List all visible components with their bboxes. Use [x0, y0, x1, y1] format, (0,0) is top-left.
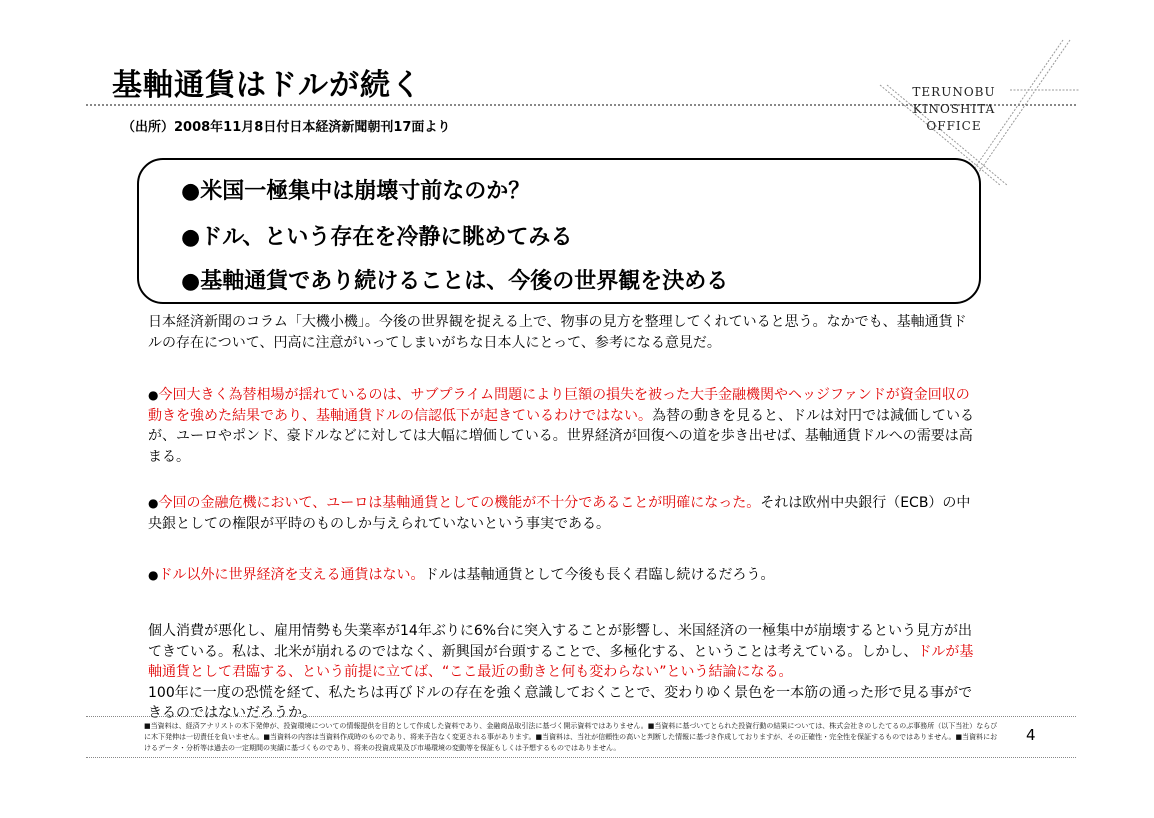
office-logo: [906, 84, 1002, 135]
bullet-icon: ●: [148, 568, 159, 582]
point-paragraph-1: [148, 385, 978, 467]
page-number: 4: [1026, 726, 1036, 744]
conclusion-paragraph: [148, 621, 978, 724]
point-1-text: 為替の動きを見ると、ドルは対円では減価しているが、ユーロやポンド、豪ドルなどに対しては大幅に増価している。世界経済が回復への道を歩き出せば、基軸通貨ドルへの需要は高まる。: [148, 407, 974, 465]
page-title: 基軸通貨はドルが続く: [112, 68, 422, 103]
conclusion-text-1: 個人消費が悪化し、雇用情勢も失業率が14年ぶりに6%台に突入することが影響し、米国経済の一極集中が崩壊するという見方が出てきている。私は、北米が崩れるのではなく、新興国が台頭することで、多極化する、ということは考えている。しかし、: [148, 623, 973, 660]
bullet-icon: ●: [148, 388, 159, 402]
summary-point-2: ●ドル、という存在を冷静に眺めてみる: [181, 225, 573, 250]
summary-point-1: ●米国一極集中は崩壊寸前なのか？: [181, 179, 531, 204]
point-paragraph-3: [148, 565, 978, 586]
point-3-highlight: ドル以外に世界経済を支える通貨はない。: [158, 567, 425, 583]
conclusion-text-2: 100年に一度の恐慌を経て、私たちは再びドルの存在を強く意識しておくことで、変わりゆく景色を一本筋の通った形で見る事ができるのではないだろうか。: [148, 684, 973, 721]
intro-paragraph: 日本経済新聞のコラム「大機小機」。今後の世界観を捉える上で、物事の見方を整理してくれていると思う。なかでも、基軸通貨ドルの存在について、円高に注意がいってしまいがちな日本人にとって、参考になる意見だ。: [148, 314, 967, 351]
bullet-icon: ●: [148, 496, 159, 510]
footer-divider-top: [86, 716, 1076, 717]
point-1-highlight: 今回大きく為替相場が揺れているのは、サブプライム問題により巨額の損失を被った大手金融機関やヘッジファンドが資金回収の動きを強めた結果であり、基軸通貨ドルの信認低下が起きているわけではない。: [148, 387, 970, 424]
point-paragraph-2: [148, 493, 978, 534]
point-2-text: それは欧州中央銀行（ECB）の中央銀としての権限が平時のものしか与えられていないという事実である。: [148, 495, 971, 532]
source-citation: （出所）2008年11月8日付日本経済新聞朝刊17面より: [122, 120, 451, 135]
point-3-text: ドルは基軸通貨として今後も長く君臨し続けるだろう。: [424, 567, 775, 583]
logo-line-3: OFFICE: [926, 119, 982, 133]
footer-disclaimer: ■当資料は、経済アナリストの木下発伸が、投資環境についての情報提供を目的として作成した資料であり、金融商品取引法に基づく開示資料ではありません。■当資料に基づいてとられた投資行動の結果については、株式会社きのしたてるのぶ事務所（以下当社）ならびに木下発伸は一切責任を負いません。■当資料の内容は当資料作成時のものであり、将来予告なく変更される事があります。■当資料は、当社が信頼性の高いと判断した情報に基づき作成しておりますが、その正確性・完全性を保証するものではありません。■当資料におけるデータ・分析等は過去の一定期間の実績に基づくものであり、将来の投資成果及び市場環境の変動等を保証もしくは予想するものではありません。: [144, 722, 998, 752]
summary-box: [137, 158, 981, 304]
footer-divider-bottom: [86, 757, 1076, 758]
logo-line-2: KINOSHITA: [912, 102, 996, 116]
logo-line-1: TERUNOBU: [912, 85, 996, 99]
summary-point-3: ●基軸通貨であり続けることは、今後の世界観を決める: [181, 269, 729, 294]
point-2-highlight: 今回の金融危機において、ユーロは基軸通貨としての機能が不十分であることが明確になった。: [158, 495, 761, 511]
conclusion-highlight: ドルが基軸通貨として君臨する、という前提に立てば、“ここ最近の動きと何も変わらない”という結論になる。: [148, 643, 974, 680]
